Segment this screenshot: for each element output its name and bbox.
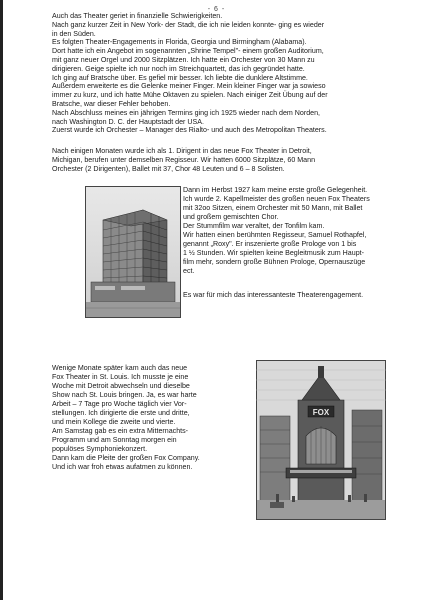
fox-sign-text: FOX [312, 408, 330, 417]
text-line: populöses Symphoniekonzert. [52, 445, 148, 453]
text-line: Wir hatten einen berühmten Regisseur, Samuel Rothapfel, [183, 231, 367, 239]
text-line: Außerdem erweiterte es die Gelenke meiner Finger. Mein kleiner Finger war ja sowieso [52, 82, 326, 91]
text-line: Es folgten Theater-Engagements in Florida, Georgia und Birmingham (Alabama). [52, 38, 307, 47]
text-line: Bratsche, war dieser Fehler behoben. [52, 100, 171, 108]
theater-facade-photo-icon [256, 360, 386, 520]
text-line: ect. [183, 267, 195, 275]
text-line: mit 32oo Sitzen, einem Orchester mit 50 Mann, mit Ballet [183, 204, 363, 212]
text-line: film mehr, sondern große Bühnen Prologe, Opernauszüge [183, 258, 366, 266]
text-line: Orchester (2 Dirigenten), Ballet mit 37, Chor 48 Leuten und 6 – 8 Solisten. [52, 164, 285, 173]
fox-theater-detroit-building-photo [85, 186, 181, 318]
text-line: Und ich war froh etwas aufatmen zu können. [52, 463, 193, 471]
text-line: in den Süden. [52, 29, 96, 38]
text-line: Dann kam die Pleite der großen Fox Company. [52, 454, 200, 462]
text-line: genannt „Roxy". Er inszenierte große Prologe von 1 bis [183, 240, 357, 248]
text-line: Arbeit – 7 Tage pro Woche täglich vier Vor- [52, 400, 187, 408]
building-photo-icon [85, 186, 181, 318]
text-line: Ich wurde 2. Kapellmeister des großen neuen Fox Theaters [183, 195, 370, 203]
text-line: 1 ½ Stunden. Wir spielten keine Begleitmusik zum Haupt- [183, 249, 364, 257]
text-line: Programm und am Sonntag morgen ein [52, 436, 177, 444]
text-line: Ich ging auf Bratsche über. Es gefiel mir besser. Ich liebte die dunklere Altstimme. [52, 73, 308, 82]
text-line: dirigieren. Geige spielte ich nur noch im Streichquartett, das ich gegründet hatte. [52, 64, 305, 73]
text-line: Nach einigen Monaten wurde ich als 1. Dirigent in das neue Fox Theater in Detroit, [52, 147, 312, 155]
text-line: Michigan, berufen unter demselben Regisseur. Wir hatten 6000 Sitzplätze, 60 Mann [52, 155, 316, 164]
text-line: und mein Kollege die zweite und vierte. [52, 418, 176, 426]
text-line: Auch das Theater geriet in finanzielle Schwierigkeiten. [52, 12, 223, 20]
text-line: Nach Abschluss meines ein jährigen Termins ging ich 1925 wieder nach dem Norden, [52, 108, 321, 117]
text-line: Woche mit Detroit abwechseln und dieselbe [52, 382, 190, 390]
text-line: Am Samstag gab es ein extra Mitternachts- [52, 427, 189, 435]
scan-edge-shadow [0, 0, 3, 600]
text-line: Fox Theater in St. Louis. Ich musste je eine [52, 373, 189, 381]
text-line: Der Stummfilm war veraltet, der Tonfilm kam. [183, 222, 325, 230]
text-line: und großem gemischten Chor. [183, 213, 279, 221]
text-line: stellungen. Ich dirigierte die erste und dritte, [52, 409, 190, 417]
text-line: mit ganz neuer Orgel und 2000 Sitzplätzen. Ich hatte ein Orchester von 30 Mann zu [52, 56, 315, 64]
fox-theater-st-louis-facade-photo [256, 360, 386, 520]
text-line: Dort hatte ich ein Angebot im sogenannten „Shrine Tempel"- einem großen Auditorium, [52, 47, 324, 56]
text-line: Es war für mich das interessanteste Theaterengagement. [183, 291, 364, 299]
text-line: Show nach St. Louis bringen. Ja, es war harte [52, 391, 197, 399]
text-line: immer zu kurz, und ich hatte Mühe Oktaven zu spielen. Nach einiger Zeit Übung auf der [52, 91, 328, 100]
text-line: Wenige Monate später kam auch das neue [52, 364, 188, 372]
text-line: Zuerst wurde ich Orchester – Manager des Rialto- und auch des Metropolitan Theaters. [52, 126, 327, 135]
text-line: nach Washington D. C. der Hauptstadt der USA. [52, 117, 204, 126]
text-line: Nach ganz kurzer Zeit in New York- der Stadt, die ich nie leiden konnte- ging es wieder [52, 20, 325, 29]
text-line: Dann im Herbst 1927 kam meine erste große Gelegenheit. [183, 186, 368, 194]
page-number: - 6 - [207, 6, 226, 13]
